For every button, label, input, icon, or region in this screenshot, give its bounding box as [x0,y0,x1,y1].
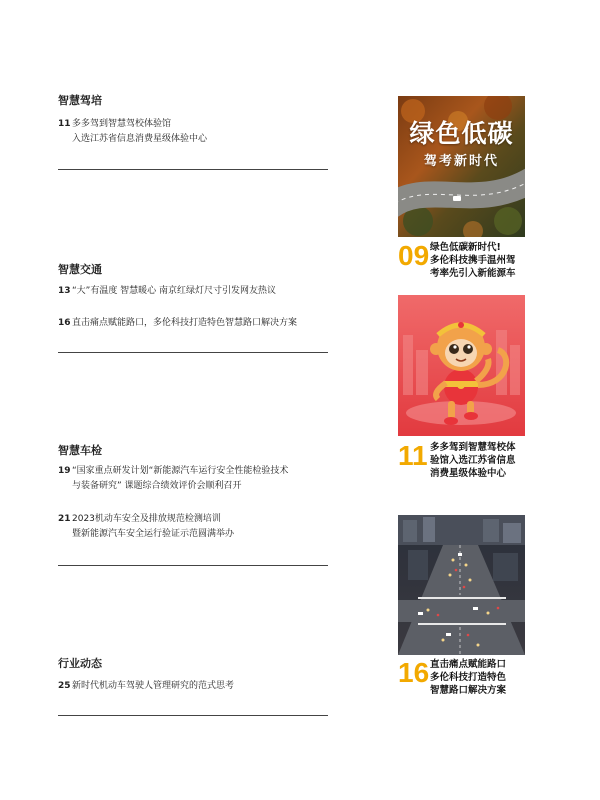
toc-entry[interactable] [58,117,207,147]
feature-page-number: 09 [398,240,430,271]
toc-entry[interactable] [58,512,234,542]
entry-title-line: 暨新能源汽车安全运行验证示范圆满举办 [72,529,235,539]
feature-page-number: 11 [398,440,428,471]
entry-title-line: 直击痛点赋能路口，多伦科技打造特色智慧路口解决方案 [72,318,298,328]
caption-line: 绿色低碳新时代! [430,242,501,253]
caption-line: 多伦科技携手温州驾 [430,255,516,266]
page-number: 19 [58,466,71,476]
toc-entry[interactable] [58,284,276,299]
feature-caption[interactable] [398,658,538,702]
caption-line: 多伦科技打造特色 [430,672,507,683]
section-divider [58,715,328,716]
section-title: 行业动态 [58,657,102,670]
feature-caption-text [430,241,516,280]
page-number: 16 [58,318,71,328]
feature-image-intersection[interactable] [398,515,525,655]
caption-line: 验馆入选江苏省信息 [430,455,516,466]
mascot-illustration [398,295,525,436]
caption-line: 智慧路口解决方案 [430,685,507,696]
section-divider [58,169,328,170]
section-title: 智慧驾培 [58,94,102,107]
section-divider [58,352,328,353]
caption-line: 直击痛点赋能路口 [430,659,507,670]
image-subheadline: 驾考新时代 [423,154,499,169]
feature-image-mascot[interactable] [398,295,525,436]
feature-caption-text [430,441,516,480]
intersection-photo [398,515,525,655]
section-divider [58,565,328,566]
image-headline: 绿色低碳 [409,119,514,148]
entry-title-line: 2023机动车安全及排放规范检测培训 [72,514,221,524]
page-number: 25 [58,681,71,691]
section-title: 智慧车检 [58,444,102,457]
page-number: 21 [58,514,71,524]
feature-image-green-road[interactable] [398,96,525,237]
toc-entry[interactable] [58,464,288,494]
toc-entry[interactable] [58,316,297,331]
page-number: 13 [58,286,71,296]
caption-line: 多多驾到智慧驾校体 [430,442,516,453]
entry-title-line: 入选江苏省信息消费星级体验中心 [72,134,208,144]
toc-entry[interactable] [58,679,234,694]
feature-caption[interactable] [398,441,538,485]
page-number: 11 [58,119,71,129]
caption-line: 消费星级体验中心 [430,468,507,479]
entry-title-line: “国家重点研发计划“新能源汽车运行安全性能检验技术 [72,466,289,476]
entry-title-line: 新时代机动车驾驶人管理研究的范式思考 [72,681,235,691]
feature-page-number: 16 [398,657,430,688]
entry-title-line: “大”有温度 智慧暖心 南京红绿灯尺寸引发网友热议 [72,286,277,296]
caption-line: 考率先引入新能源车 [430,268,516,279]
feature-caption-text [430,658,506,697]
entry-title-line: 多多驾到智慧驾校体验馆 [72,119,172,129]
section-title: 智慧交通 [58,263,102,276]
entry-title-line: 与装备研究” 课题综合绩效评价会顺利召开 [72,481,242,491]
feature-caption[interactable] [398,241,538,285]
